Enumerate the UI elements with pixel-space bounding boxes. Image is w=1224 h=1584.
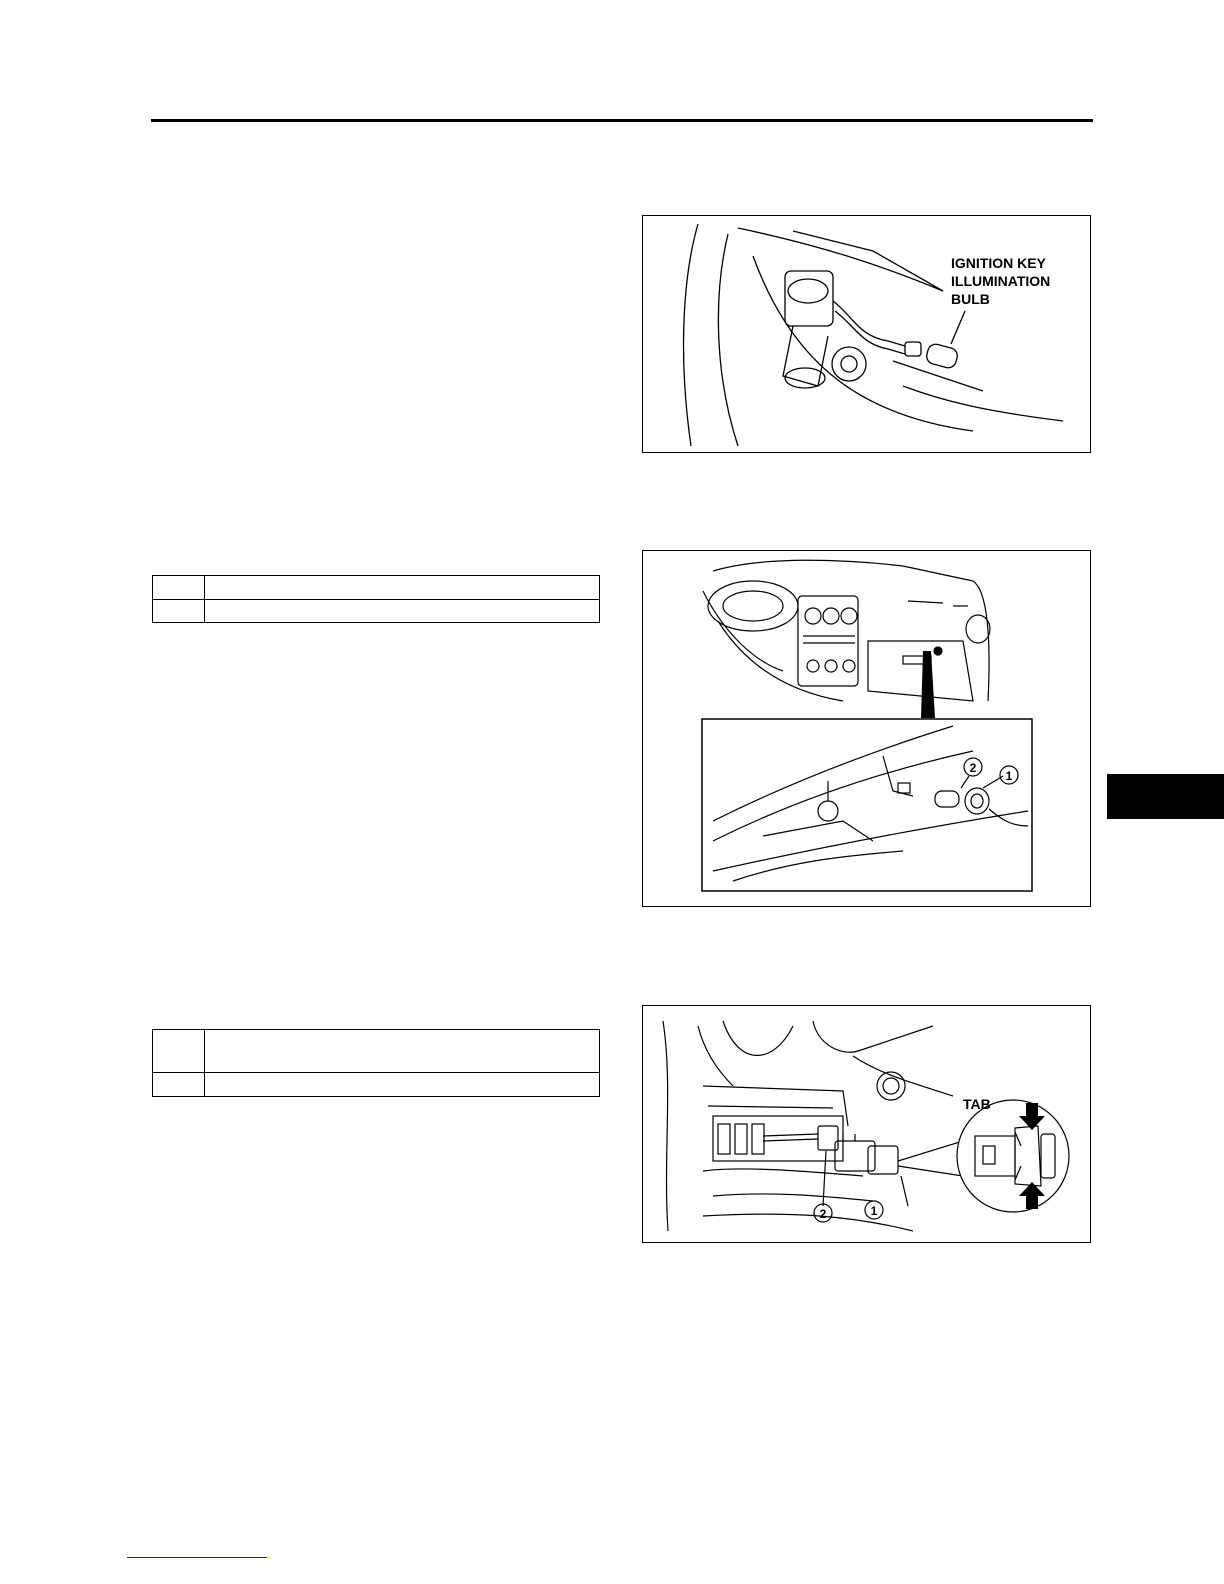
table-cell bbox=[153, 1030, 205, 1073]
table-cell bbox=[153, 600, 205, 623]
table-cell bbox=[153, 576, 205, 600]
figure-ignition-key-illumination bbox=[642, 215, 1091, 453]
table-cell bbox=[205, 576, 600, 600]
callout-1: 1 bbox=[1005, 769, 1013, 783]
switch-steps-table bbox=[152, 1029, 600, 1097]
ignition-key-label-line-3: BULB bbox=[951, 291, 990, 307]
glove-box-steps-table bbox=[152, 575, 600, 623]
ignition-key-illustration bbox=[643, 216, 1092, 454]
table-cell bbox=[205, 1030, 600, 1073]
ignition-key-label-line-2: ILLUMINATION bbox=[951, 273, 1051, 289]
footer-link-underline[interactable] bbox=[127, 1557, 267, 1558]
glove-box-illustration bbox=[643, 551, 1092, 908]
tab-label: TAB bbox=[963, 1096, 991, 1112]
table-row bbox=[153, 600, 600, 623]
table-cell bbox=[153, 1073, 205, 1097]
table-row bbox=[153, 1030, 600, 1073]
table-row bbox=[153, 576, 600, 600]
table-row bbox=[153, 1073, 600, 1097]
switch-illustration bbox=[643, 1006, 1092, 1244]
table-cell bbox=[205, 600, 600, 623]
callout-1: 1 bbox=[870, 1204, 878, 1218]
table-cell bbox=[205, 1073, 600, 1097]
ignition-key-label-line-1: IGNITION KEY bbox=[951, 255, 1046, 271]
callout-2: 2 bbox=[969, 761, 977, 775]
header-rule bbox=[151, 119, 1093, 122]
callout-2: 2 bbox=[819, 1207, 827, 1221]
figure-glove-box-illumination bbox=[642, 550, 1091, 907]
figure-switch-removal bbox=[642, 1005, 1091, 1243]
section-tab-marker bbox=[1107, 774, 1224, 819]
